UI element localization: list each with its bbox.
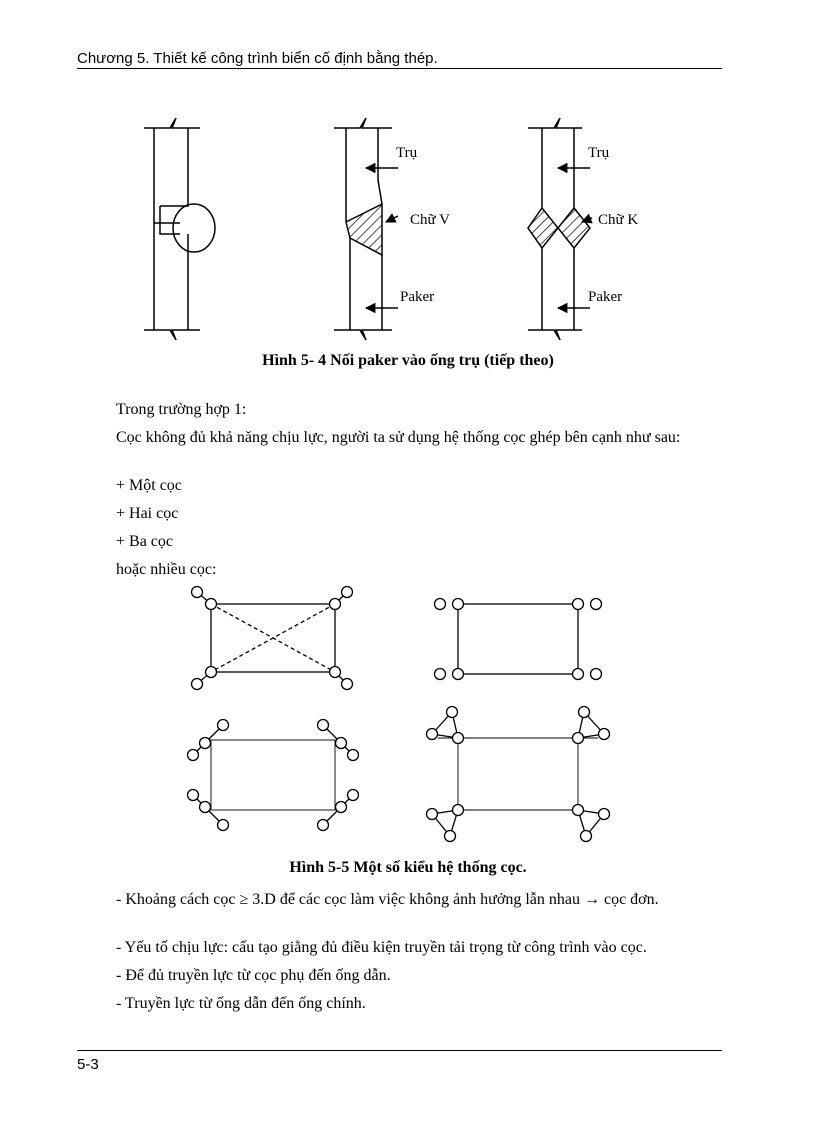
label-chu-v: Chữ V [410,212,450,228]
header-rule [77,68,722,69]
page-header-title: Chương 5. Thiết kế công trình biển cố định bằng thép. [77,50,438,67]
list-item-ba-coc: + Ba cọc [116,533,173,550]
pile-layout-diagonal [188,720,359,831]
label-chu-k: Chữ K [598,212,639,228]
note-transfer-main: - Truyền lực từ ống dẫn đến ống chính. [116,995,366,1012]
paragraph-case-1: Trong trường hợp 1: [116,401,247,418]
list-item-mot-coc: + Một cọc [116,477,182,494]
note-load-factor: - Yếu tố chịu lực: cấu tạo giằng đủ điều kiện truyền tải trọng từ công trình vào cọc. [116,939,647,956]
figure-5-4-caption: Hình 5- 4 Nối paker vào ống trụ (tiếp theo) [262,352,554,369]
paragraph-description: Cọc không đủ khả năng chịu lực, người ta sử dụng hệ thống cọc ghép bên cạnh như sau: [116,429,681,446]
note-distance: - Khoảng cách cọc ≥ 3.D để các cọc làm việc không ảnh hưởng lẫn nhau → cọc đơn. [116,891,659,908]
figure-5-5-caption: Hình 5-5 Một số kiểu hệ thống cọc. [289,859,527,876]
pile-layout-paired [435,599,602,680]
paragraph-many-piles: hoặc nhiều cọc: [116,561,217,578]
figure-5-5-pile-systems [180,580,620,850]
footer-rule [77,1050,722,1051]
label-paker-1: Paker [400,289,435,305]
joint-k [528,118,592,340]
page-number: 5-3 [77,1056,99,1073]
label-tru-2: Trụ [588,145,610,161]
pile-layout-crossed [192,587,353,690]
pile-layout-triangular [427,707,610,842]
joint-v [334,118,398,340]
note-transfer-sub-pile: - Để đủ truyền lực từ cọc phụ đến ống dẫn. [116,967,391,984]
label-paker-2: Paker [588,289,623,305]
label-tru-1: Trụ [396,145,418,161]
list-item-hai-coc: + Hai cọc [116,505,179,522]
joint-plain [144,118,215,340]
